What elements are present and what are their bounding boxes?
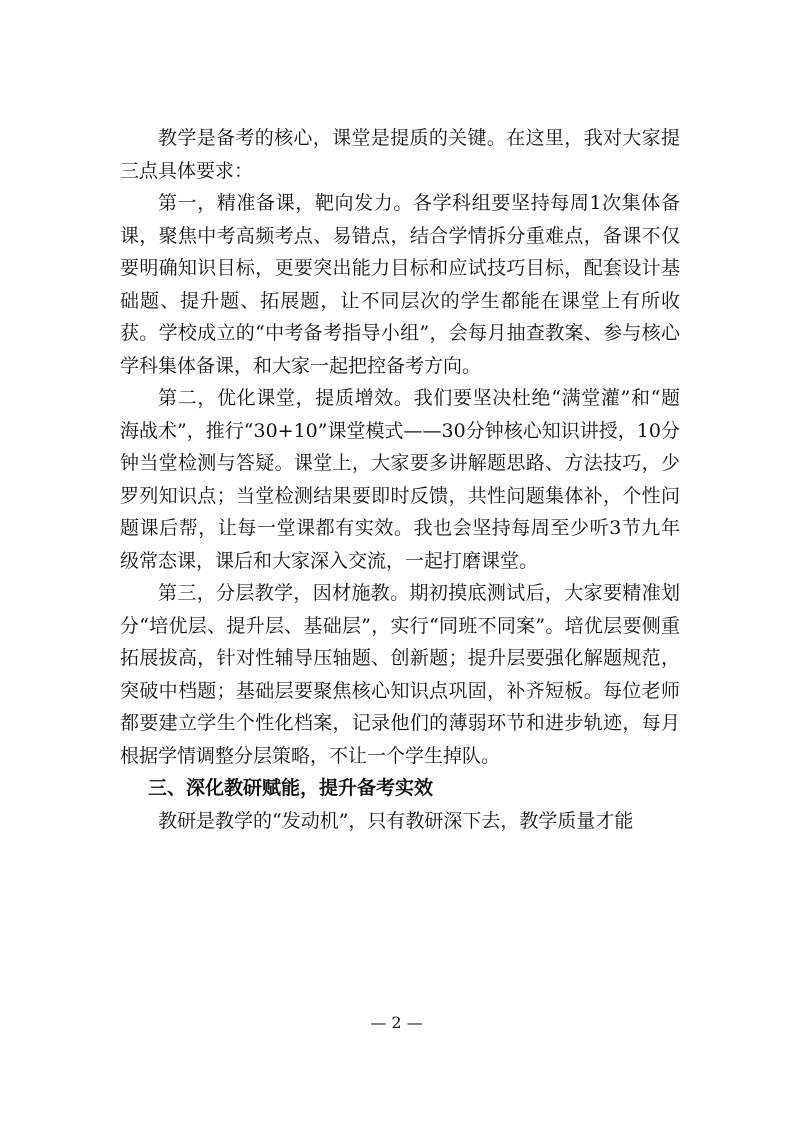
paragraph-intro: 教学是备考的核心，课堂是提质的关键。在这里，我对大家提三点具体要求： [120, 127, 680, 182]
document-body [120, 122, 680, 837]
paragraph-third-requirement: 第三，分层教学，因材施教。期初摸底测试后，大家要精准划分“培优层、提升层、基础层”，实行“同班不同案”。培优层要侧重拓展拔高，针对性辅导压轴题、创新题；提升层要强化解题规范，突破中档题；基础层要聚焦核心知识点巩固，补齐短板。每位老师都要建立学生个性化档案，记录他们的薄弱环节和进步轨迹，每月根据学情调整分层策略，不让一个学生掉队。 [120, 582, 680, 767]
paragraph-second-requirement: 第二，优化课堂，提质增效。我们要坚决杜绝“满堂灌”和“题海战术”，推行“30+10”课堂模式——30分钟核心知识讲授，10分钟当堂检测与答疑。课堂上，大家要多讲解题思路、方法技巧，少罗列知识点；当堂检测结果要即时反馈，共性问题集体补，个性问题课后帮，让每一堂课都有实效。我也会坚持每周至少听3节九年级常态课，课后和大家深入交流，一起打磨课堂。 [120, 387, 680, 572]
paragraph-first-requirement: 第一，精准备课，靶向发力。各学科组要坚持每周1次集体备课，聚焦中考高频考点、易错点，结合学情拆分重难点，备课不仅要明确知识目标，更要突出能力目标和应试技巧目标，配套设计基础题、提升题、拓展题，让不同层次的学生都能在课堂上有所收获。学校成立的“中考备考指导小组”，会每月抽查教案、参与核心学科集体备课，和大家一起把控备考方向。 [120, 192, 680, 377]
section-heading: 三、深化教研赋能，提升备考实效 [148, 777, 434, 799]
paragraph-research: 教研是教学的“发动机”，只有教研深下去，教学质量才能 [158, 809, 634, 832]
page-number: — 2 — [370, 1013, 423, 1032]
